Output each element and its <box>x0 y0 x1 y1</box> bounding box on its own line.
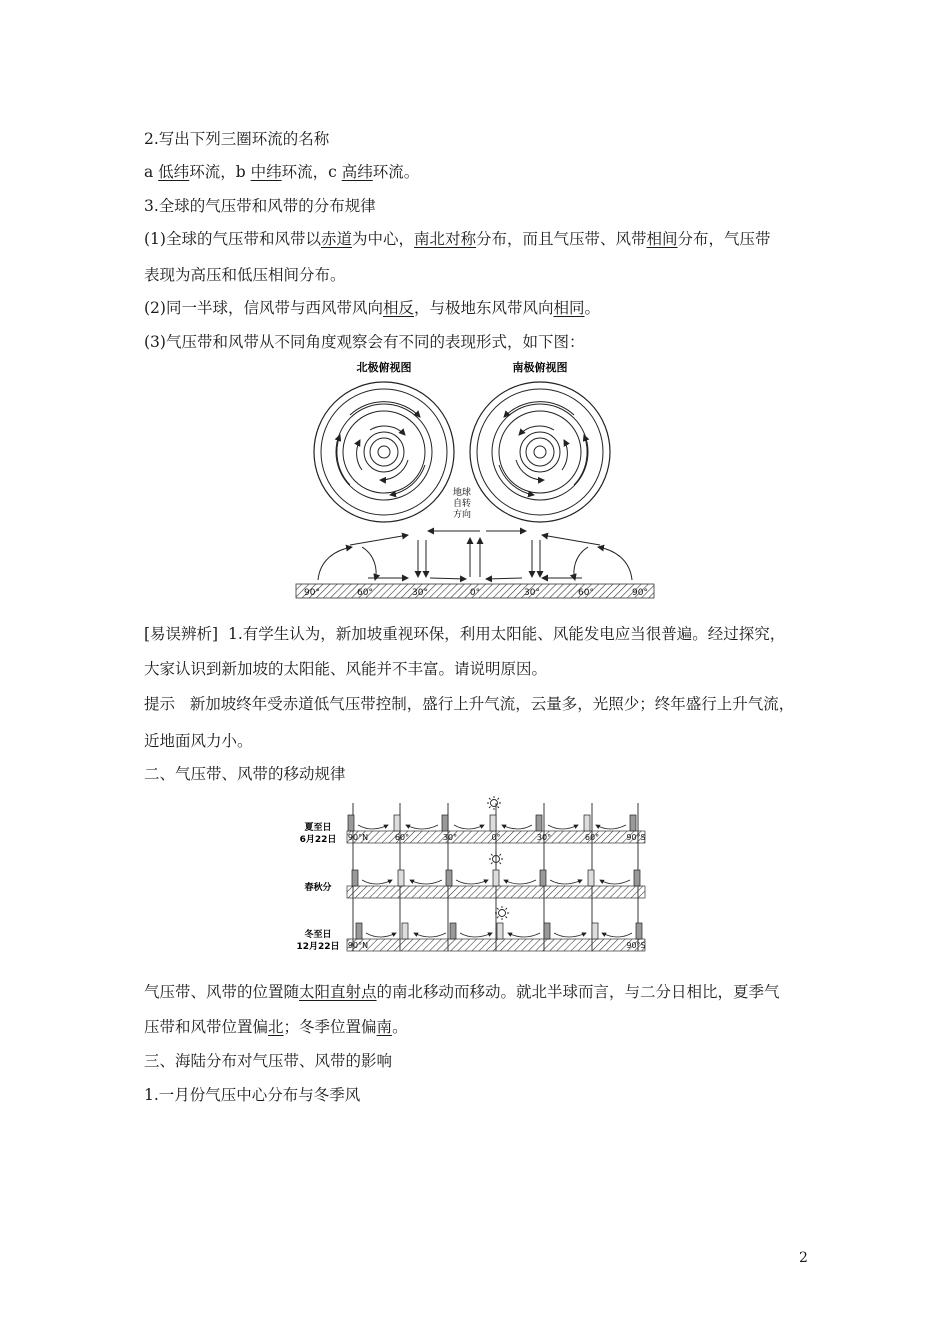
hint-line1 <box>144 692 794 714</box>
row-label: 夏至日 <box>304 823 332 833</box>
lat-label: 60° <box>394 833 410 842</box>
lat-label: 30° <box>536 833 552 842</box>
a-suffix: 环流， <box>189 163 236 181</box>
hint-text1: 新加坡终年受赤道低气压带控制，盛行上升气流，云量多，光照少；终年盛行上升气流， <box>189 695 795 713</box>
belt-movement-diagram <box>290 793 660 963</box>
s2-title: 2.写出下列三圈环流的名称 <box>144 130 330 148</box>
move-subsolar: 太阳直射点 <box>299 983 377 1001</box>
row-date: 6月22日 <box>299 835 337 845</box>
c-prefix: c <box>328 163 342 181</box>
sun-icon <box>495 906 509 920</box>
lat-label: 0° <box>469 588 481 598</box>
south-polar-title: 南极俯视图 <box>512 361 568 374</box>
lat-label: 30° <box>524 588 540 598</box>
move-l2e: 。 <box>392 1018 408 1036</box>
sun-icon <box>487 796 501 810</box>
row-summer-solstice <box>300 796 646 845</box>
s3-title: 3.全球的气压带和风带的分布规律 <box>144 197 376 215</box>
p2-same: 相同 <box>553 299 585 317</box>
lat-label: 60° <box>357 588 373 598</box>
mistake-q-line1 <box>144 622 785 644</box>
move-l2a: 压带和风带位置偏 <box>144 1018 269 1036</box>
a-prefix: a <box>144 163 159 181</box>
lat-label: 90°S <box>626 941 646 950</box>
p1-equator: 赤道 <box>320 230 352 248</box>
move-l2c: ；冬季位置偏 <box>283 1018 377 1036</box>
p1-g: 分布，气压带 <box>677 230 771 248</box>
south-polar-view <box>470 382 610 522</box>
profile-wind-arrows <box>318 531 632 580</box>
mistake-tag: [易误辨析] <box>144 625 219 643</box>
b-answer: 中纬 <box>250 163 282 181</box>
p1-alternate: 相间 <box>646 230 678 248</box>
mistake-q1: 1.有学生认为，新加坡重视环保，利用太阳能、风能发电应当很普遍。经过探究， <box>227 625 786 643</box>
lat-label: 90° <box>304 588 320 598</box>
hint-tag: 提示 <box>144 695 176 713</box>
s3-p3: (3)气压带和风带从不同角度观察会有不同的表现形式，如下图： <box>144 333 585 351</box>
lat-label: 30° <box>442 833 458 842</box>
lat-label: 0° <box>491 833 501 842</box>
lat-label: 90°N <box>347 833 369 842</box>
b-prefix: b <box>235 163 251 181</box>
p2-e: 。 <box>584 299 601 317</box>
move-north: 北 <box>268 1018 284 1036</box>
mistake-q-line2: 大家认识到新加坡的太阳能、风能并不丰富。请说明原因。 <box>144 660 548 678</box>
move-c: 的南北移动而移动。就北半球而言，与二分日相比，夏季气 <box>376 983 780 1001</box>
lat-label: 60° <box>584 833 600 842</box>
p1-a: (1)全球的气压带和风带以 <box>144 230 321 248</box>
p2-c: ，与极地东风带风向 <box>413 299 554 317</box>
p1-c: 为中心， <box>351 230 414 248</box>
section-three-sub1: 1.一月份气压中心分布与冬季风 <box>144 1086 361 1104</box>
row-date: 12月22日 <box>296 942 340 952</box>
c-suffix: 环流。 <box>372 163 420 181</box>
row-winter-solstice <box>296 906 645 952</box>
row-equinox <box>304 852 645 898</box>
north-polar-view <box>314 382 454 522</box>
b-suffix: 环流， <box>281 163 329 181</box>
rotation-label-1: 地球 <box>452 488 472 498</box>
page-number: 2 <box>799 1250 808 1266</box>
rotation-label-3: 方向 <box>452 510 472 520</box>
move-line1 <box>144 980 780 1002</box>
move-south: 南 <box>376 1018 393 1036</box>
hint-line2: 近地面风力小。 <box>144 732 253 750</box>
lat-label: 90° <box>632 588 648 598</box>
lat-label: 90°S <box>626 833 646 842</box>
row-label: 春秋分 <box>304 883 332 893</box>
move-line2 <box>144 1015 408 1037</box>
p2-a: (2)同一半球，信风带与西风带风向 <box>144 299 383 317</box>
section-three-title: 三、海陆分布对气压带、风带的影响 <box>144 1052 393 1070</box>
s2-answers <box>144 160 419 182</box>
north-polar-title: 北极俯视图 <box>356 361 412 374</box>
move-a: 气压带、风带的位置随 <box>144 983 300 1001</box>
c-answer: 高纬 <box>341 163 373 181</box>
a-answer: 低纬 <box>158 163 190 181</box>
pressure-belt-diagram <box>290 355 660 605</box>
p1-symmetric: 南北对称 <box>414 230 477 248</box>
row-label: 冬至日 <box>304 930 332 940</box>
rotation-label-2: 自转 <box>452 499 472 509</box>
s3-p1-line2: 表现为高压和低压相间分布。 <box>144 266 346 284</box>
section-two-title: 二、气压带、风带的移动规律 <box>144 765 346 783</box>
lat-label: 60° <box>578 588 594 598</box>
lat-label: 90°N <box>347 941 369 950</box>
p1-e: 分布，而且气压带、风带 <box>476 230 647 248</box>
s3-p1-line1 <box>144 227 771 249</box>
p2-opposite: 相反 <box>382 299 414 317</box>
lat-label: 30° <box>412 588 428 598</box>
s3-p2 <box>144 296 600 318</box>
